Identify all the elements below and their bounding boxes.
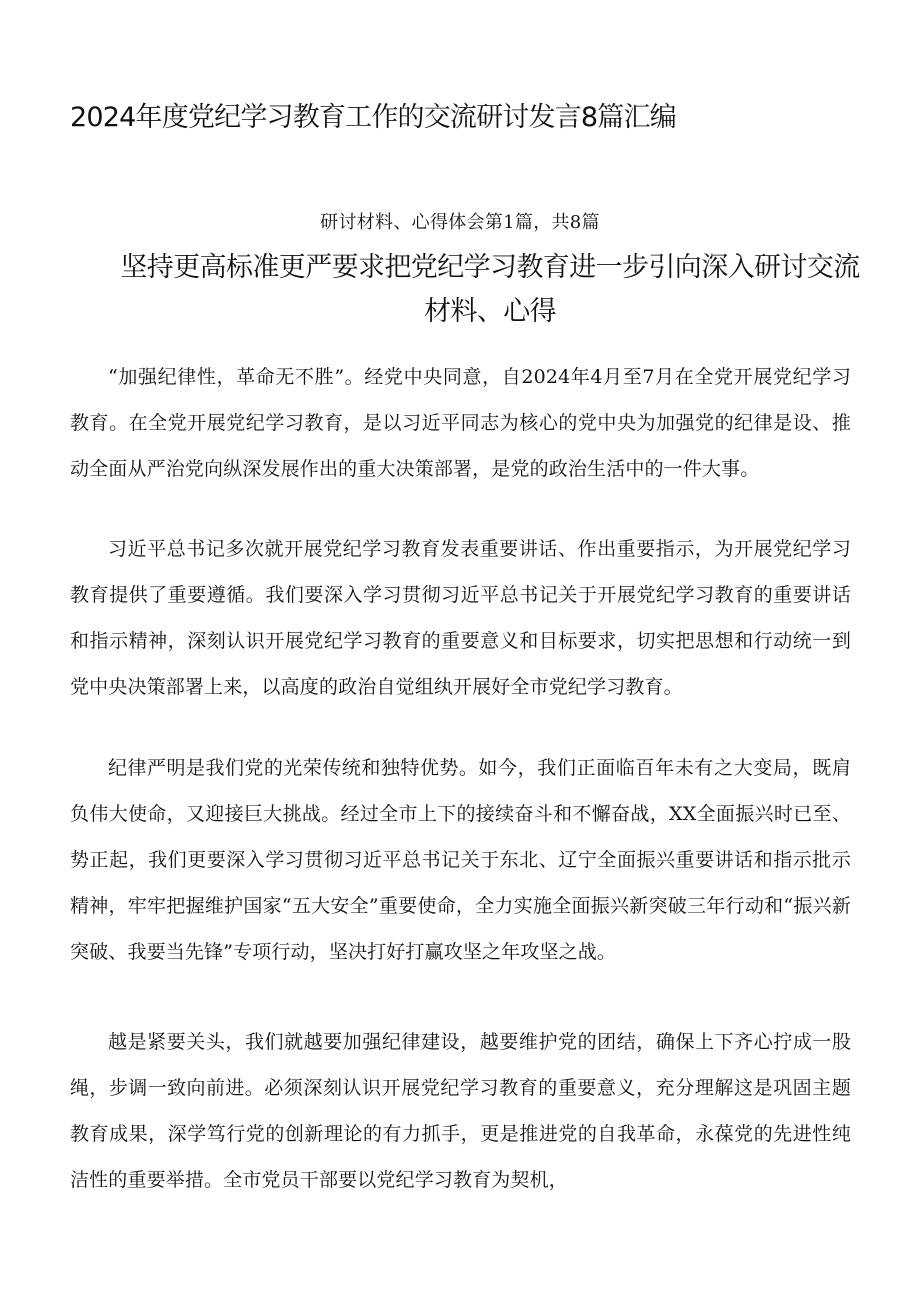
paragraph-1 [70, 354, 851, 492]
section-label: 研讨材料、心得体会第1篇，共8篇 [320, 212, 600, 233]
document-title: 2024年度党纪学习教育工作的交流研讨发言8篇汇编 [70, 102, 676, 133]
paragraph-2 [70, 526, 851, 710]
paragraph-3 [70, 745, 851, 975]
paragraph-1-text: “加强纪律性，革命无不胜”。经党中央同意，自2024年4月至7月在全党开展党纪学习教育。在全党开展党纪学习教育，是以习近平同志为核心的党中央为加强党的纪律是设、推动全面从严治党向纵深发展作出的重大决策部署，是党的政治生活中的一件大事。 [70, 366, 851, 480]
paragraph-4-text: 必须深刻认识开展党纪学习教育的重要意义，充分理解这是巩固主题教育成果，深学笃行党的创新理论的有力抓手，更是推进党的自我革命，永葆党的先进性纯洁性的重要举措。全市党员干部要以党纪学习教育为契机， [70, 1077, 851, 1191]
paragraph-4 [70, 1019, 851, 1203]
paragraph-2-text: 习近平总书记多次就开展党纪学习教育发表重要讲话、作出重要指示，为开展党纪学习教育提供了重要遵循。我们要深入学习贯彻习近平总书记关于开展党纪学习教育的重要讲话和指示精神，深刻认识开展党纪学习教育的重要意义和目标要求，切实把思想和行动统一到党中央决策部署上来，以高度的政治自觉组纨开展好全市党纪学习教育。 [70, 538, 851, 698]
article-title: 坚持更高标准更严要求把党纪学习教育进一步引向深入研讨交流材料、心得 [120, 252, 860, 327]
paragraph-3-text: 如今，我们正面临百年未有之大变局，既肩负伟大使命，又迎接巨大挑战。经过全市上下的接续奋斗和不懈奋战，XX全面振兴时已至、势正起，我们更要深入学习贯彻习近平总书记关于东北、辽宁全面振兴重要讲话和指示批示精神，牢牢把握维护国家“五大安全”重要使命，全力实施全面振兴新突破三年行动和“振兴新突破、我要当先锋”专项行动，坚决打好打赢攻坚之年攻坚之战。 [70, 757, 851, 963]
paragraph-3-lead: 纪律严明是我们党的光荣传统和独特优势。 [108, 757, 479, 779]
paragraph-4-lead: 越是紧要关头，我们就越要加强纪律建设，越要维护党的团结，确保上下齐心拧成一股绳，步调一致向前进。 [70, 1031, 851, 1099]
